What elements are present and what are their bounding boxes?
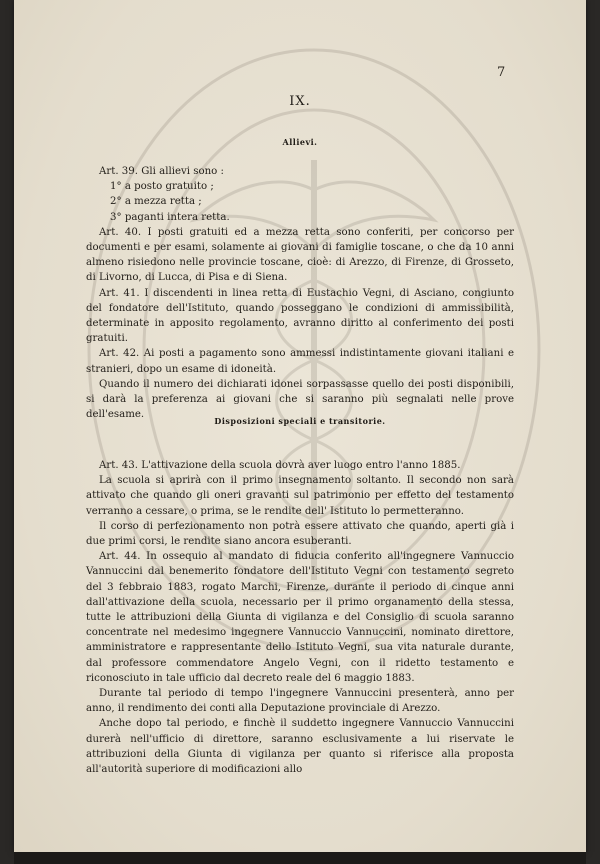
list-item: 3° paganti intera retta. (110, 211, 230, 223)
paragraph: La scuola si aprirà con il primo insegnamento soltanto. Il secondo non sarà attivato che quando gli oneri gravanti sul patrimonio per effetto del testamento verranno a cessare, o prima, se le rendite dell' Istituto lo permetteranno. (86, 475, 514, 517)
list-item: 1° a posto gratuito ; (110, 181, 214, 193)
article-40: Art. 40. I posti gratuiti ed a mezza retta sono conferiti, per concorso per documenti e per esami, solamente ai giovani di famiglie toscane, o che da 10 anni almeno risiedono nelle provincie toscane, cioè: di Arezzo, di Firenze, di Grosseto, di Livorno, di Lucca, di Pisa e di Siena. (86, 226, 514, 284)
scanner-edge (14, 852, 586, 864)
article-44: Art. 44. In ossequio al mandato di fiducia conferito all'ingegnere Vannuccio Vannuccini dal benemerito fondatore dell'Istituto Vegni con testamento segreto del 3 febbraio 1883, rogato Marchi, Firenze, durante il periodo di cinque anni dall'attivazione della scuola, necessario per il primo organamento della stessa, tutte le attribuzioni della Giunta di vigilanza e del Consiglio di scuola saranno concentrate nel medesimo ingegnere Vannuccio Vannuccini, nominato direttore, amministratore e rappresentante dello Istituto Vegni, sua vita naturale durante, dal professore commendatore Angelo Vegni, con il ridetto testamento e riconosciuto in tale ufficio dal decreto reale del 6 maggio 1883. (86, 551, 514, 684)
articles-block (86, 164, 514, 422)
article-39: Art. 39. Gli allievi sono : (99, 166, 224, 177)
article-41: Art. 41. I discendenti in linea retta di Eustachio Vegni, di Asciano, congiunto del fondatore dell'Istituto, quando posseggano le condizioni di ammissibilità, determinate in apposito regolamento, avranno diritto al conferimento dei posti gratuiti. (86, 287, 514, 345)
article-42: Art. 42. Ai posti a pagamento sono ammessi indistintamente giovani italiani e stranieri, dopo un esame di idoneità. (86, 348, 514, 375)
page-number: 7 (497, 65, 506, 80)
list-item: 2° a mezza retta ; (110, 196, 202, 208)
document-page (14, 0, 586, 852)
paragraph: Quando il numero dei dichiarati idonei sorpassasse quello dei posti disponibili, si darà la preferenza ai giovani che si saranno più segnalati nelle prove dell'esame. (86, 378, 514, 421)
section-number: IX. (289, 94, 311, 109)
section2-title: Disposizioni speciali e transitorie. (214, 416, 386, 426)
paragraph: Il corso di perfezionamento non potrà essere attivato che quando, aperti già i due primi corsi, le rendite siano ancora esuberanti. (86, 520, 514, 548)
paragraph: Anche dopo tal periodo, e finchè il suddetto ingegnere Vannuccio Vannuccini durerà nell'ufficio di direttore, saranno esclusivamente a lui riservate le attribuzioni della Giunta di vigilanza per quanto si riferisce alla proposta all'autorità superiore di modificazioni allo (86, 718, 514, 776)
transitional-provisions-block (86, 458, 514, 777)
section-title: Allievi. (282, 137, 318, 147)
article-43: Art. 43. L'attivazione della scuola dovrà aver luogo entro l'anno 1885. (99, 460, 461, 471)
paragraph: Durante tal periodo di tempo l'ingegnere Vannuccini presenterà, anno per anno, il rendimento dei conti alla Deputazione provinciale di Arezzo. (86, 688, 514, 715)
